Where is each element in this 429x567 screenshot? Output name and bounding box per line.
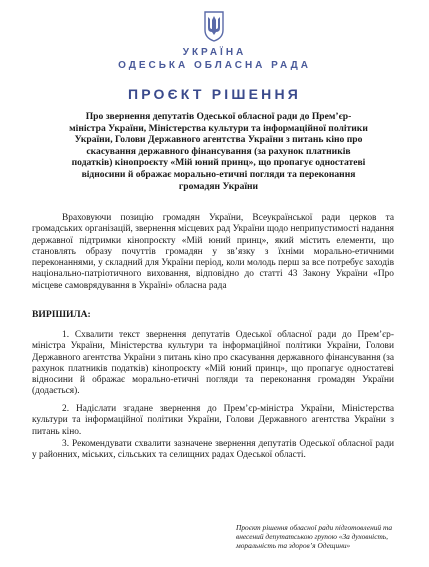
country-name: УКРАЇНА bbox=[182, 47, 247, 58]
resolution-item-3: 3. Рекомендувати схвалити зазначене звернення депутатів Одеської обласної ради у районних, міських, сільських та селищних радах Одеської області. bbox=[32, 439, 394, 461]
resolution-subject: Про звернення депутатів Одеської обласної ради до Прем’єр-міністра України, Міністерства культури та інформаційної політики України, Голови Державного агентства України з питань кіно про скасування державного фінансування (за рахунок платників податків) кінопроєкту «Мій юний принц», що пропагує одностатеві відносини й ображає морально-етичні погляди та переконання громадян України bbox=[69, 111, 368, 192]
preamble-paragraph: Враховуючи позицію громадян України, Всеукраїнської ради церков та громадських організацій, звернення місцевих рад України щодо неприпустимості надання державної підтримки кінопроєкту «Мій юний принц», який містить елементи, що становлять образу почуттів громадян у зв’язку з їхніми морально-етичними переконаннями, у складний для України період, коли молодь перш за все потребує заходів національно-патріотичного виховання, відповідно до статті 43 Закону України «Про місцеве самоврядування в Україні» обласна рада bbox=[32, 213, 394, 291]
resolved-label: ВИРІШИЛА: bbox=[32, 309, 91, 320]
council-name: ОДЕСЬКА ОБЛАСНА РАДА bbox=[118, 60, 311, 71]
resolution-item-2: 2. Надіслати згадане звернення до Прем’єр-міністра України, Міністерства культури та інформаційної політики України, Голови Державного агентства України з питань кіно. bbox=[32, 404, 394, 437]
trident-coat-of-arms-icon bbox=[203, 10, 225, 42]
footer-note: Проєкт рішення обласної ради підготовлений та внесений депутатською групою «За духовність, моральність та здоров’я Одещини» bbox=[236, 523, 393, 550]
resolution-item-1: 1. Схвалити текст звернення депутатів Одеської обласної ради до Прем’єр-міністра України, Міністерства культури та інформаційної політики України, Голови Державного агентства України з питань кіно про скасування державного фінансування (за рахунок платників податків) кінопроєкту «Мій юний принц», що пропагує одностатеві відносини й ображає морально-етичні погляди та переконання громадян України (додається). bbox=[32, 330, 394, 397]
document-type-title: ПРОЄКТ РІШЕННЯ bbox=[127, 86, 302, 102]
